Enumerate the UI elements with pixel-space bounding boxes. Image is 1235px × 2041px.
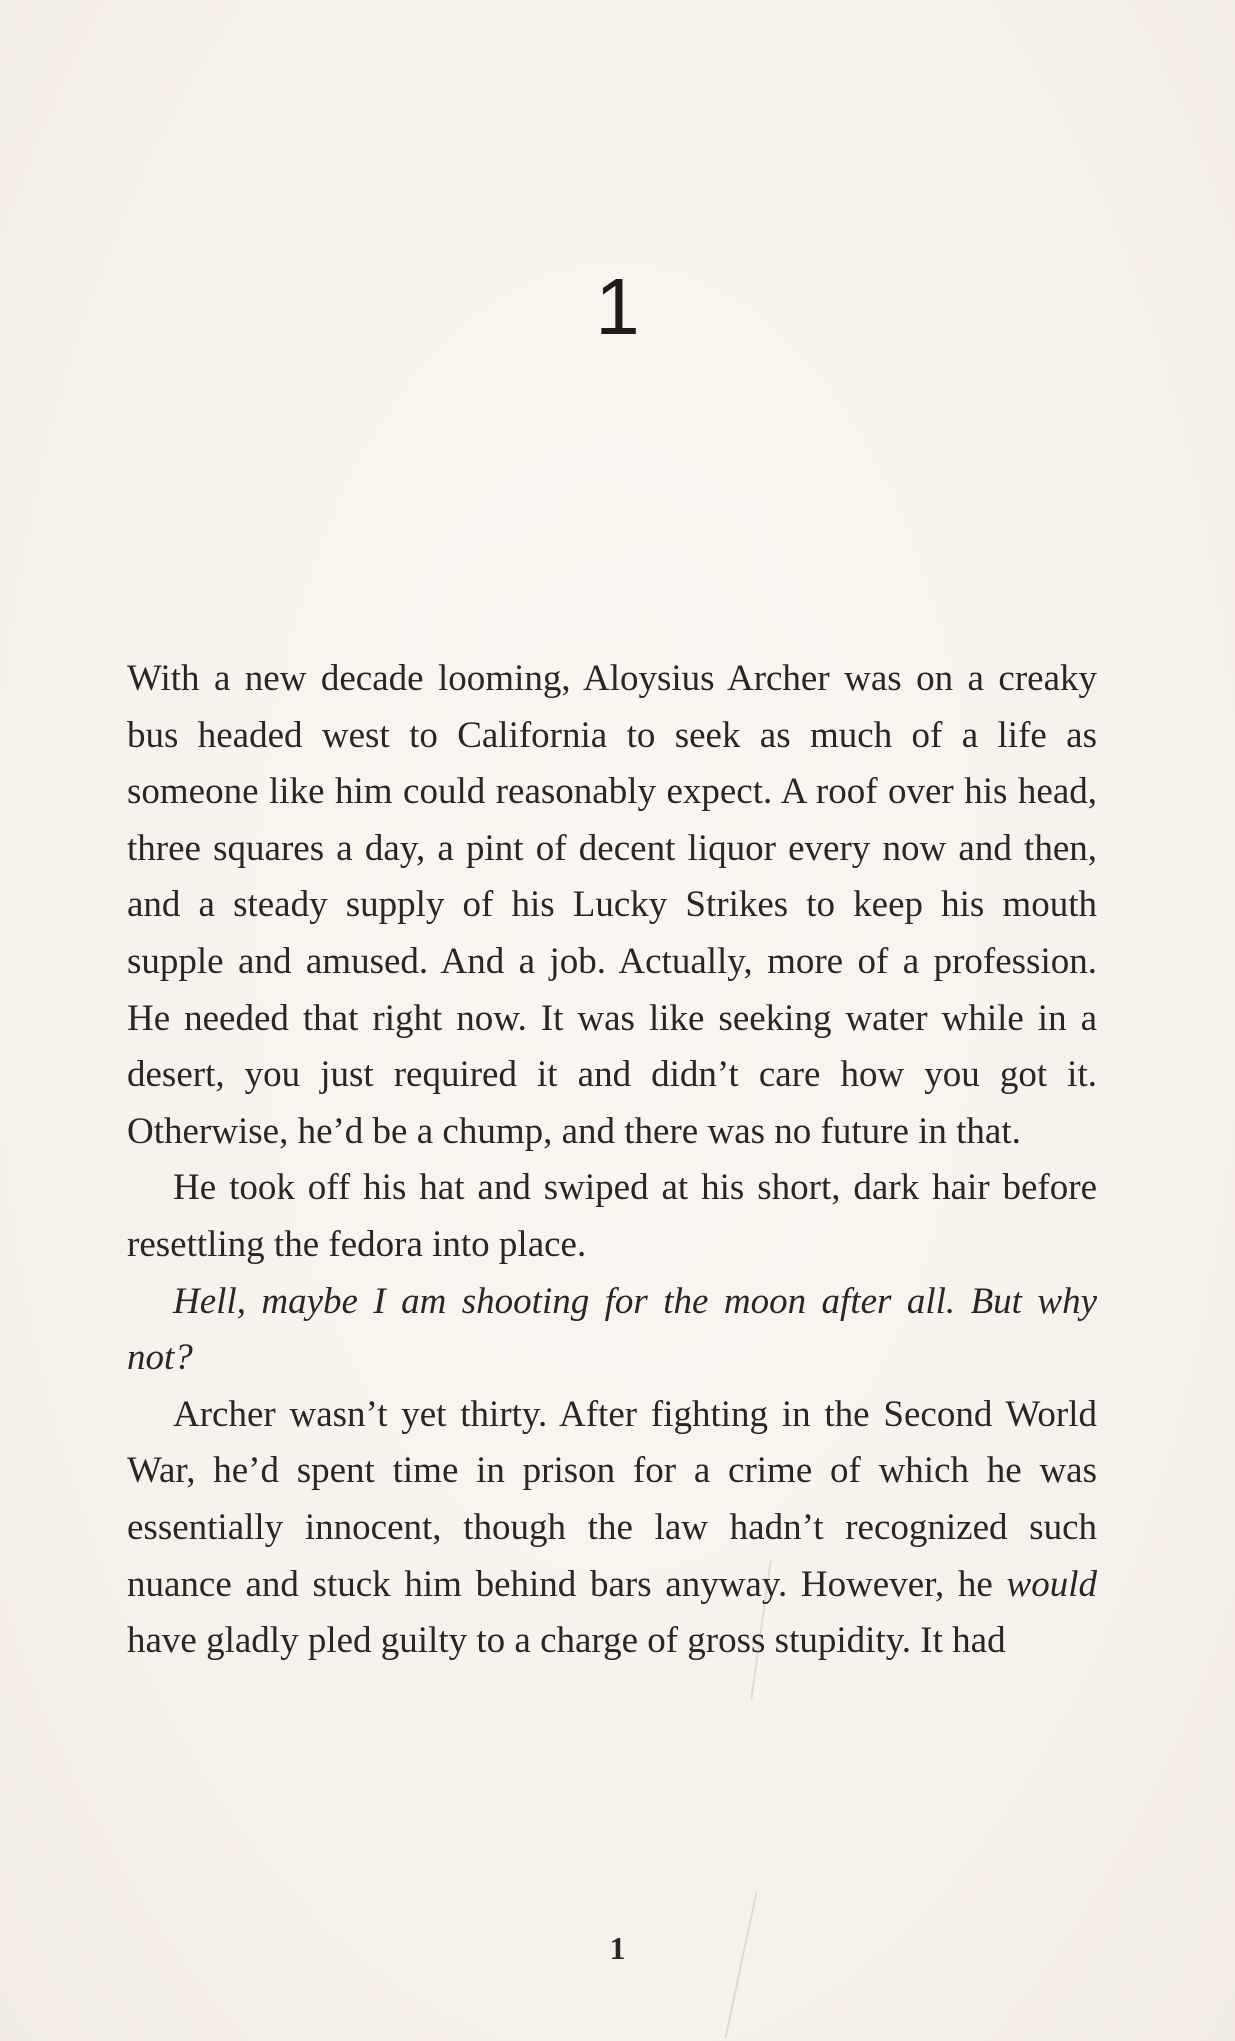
paragraph-1-text: With a new decade looming, Aloysius Archer was on a creaky bus headed west to California to seek as much of a life as someone like him could reasonably expect. A roof over his head, three squares a day, a pint of decent liquor every now and then, and a steady supply of his Lucky Strikes to keep his mouth supple and amused. And a job. Actually, more of a profession. He needed that right now. It was like seeking water while in a desert, you just required it and didn’t care how you got it. Otherwise, he’d be a chump, and there was no future in that. [127, 658, 1097, 1152]
paragraph-4-text-a: Archer wasn’t yet thirty. After fighting in the Second World War, he’d spent time in prison for a crime of which he was essentially innocent, though the law hadn’t recognized such nuance and stuck him behind bars anyway. However, he [127, 1393, 1097, 1605]
paragraph-4-emphasis: would [1006, 1563, 1097, 1605]
paragraph-4 [127, 1387, 1097, 1670]
paragraph-4-text-b: have gladly pled guilty to a charge of gross stupidity. It had [127, 1620, 1006, 1662]
paragraph-3-text: Hell, maybe I am shooting for the moon after all. But why not? [127, 1280, 1097, 1379]
paragraph-1 [127, 651, 1097, 1160]
paragraph-2 [127, 1160, 1097, 1273]
paragraph-2-text: He took off his hat and swiped at his short, dark hair before resettling the fedora into place. [127, 1167, 1097, 1265]
chapter-body [127, 651, 1097, 1670]
chapter-number: 1 [595, 262, 640, 351]
paragraph-3-italic-thought [127, 1274, 1097, 1387]
page-number: 1 [609, 1930, 626, 1966]
